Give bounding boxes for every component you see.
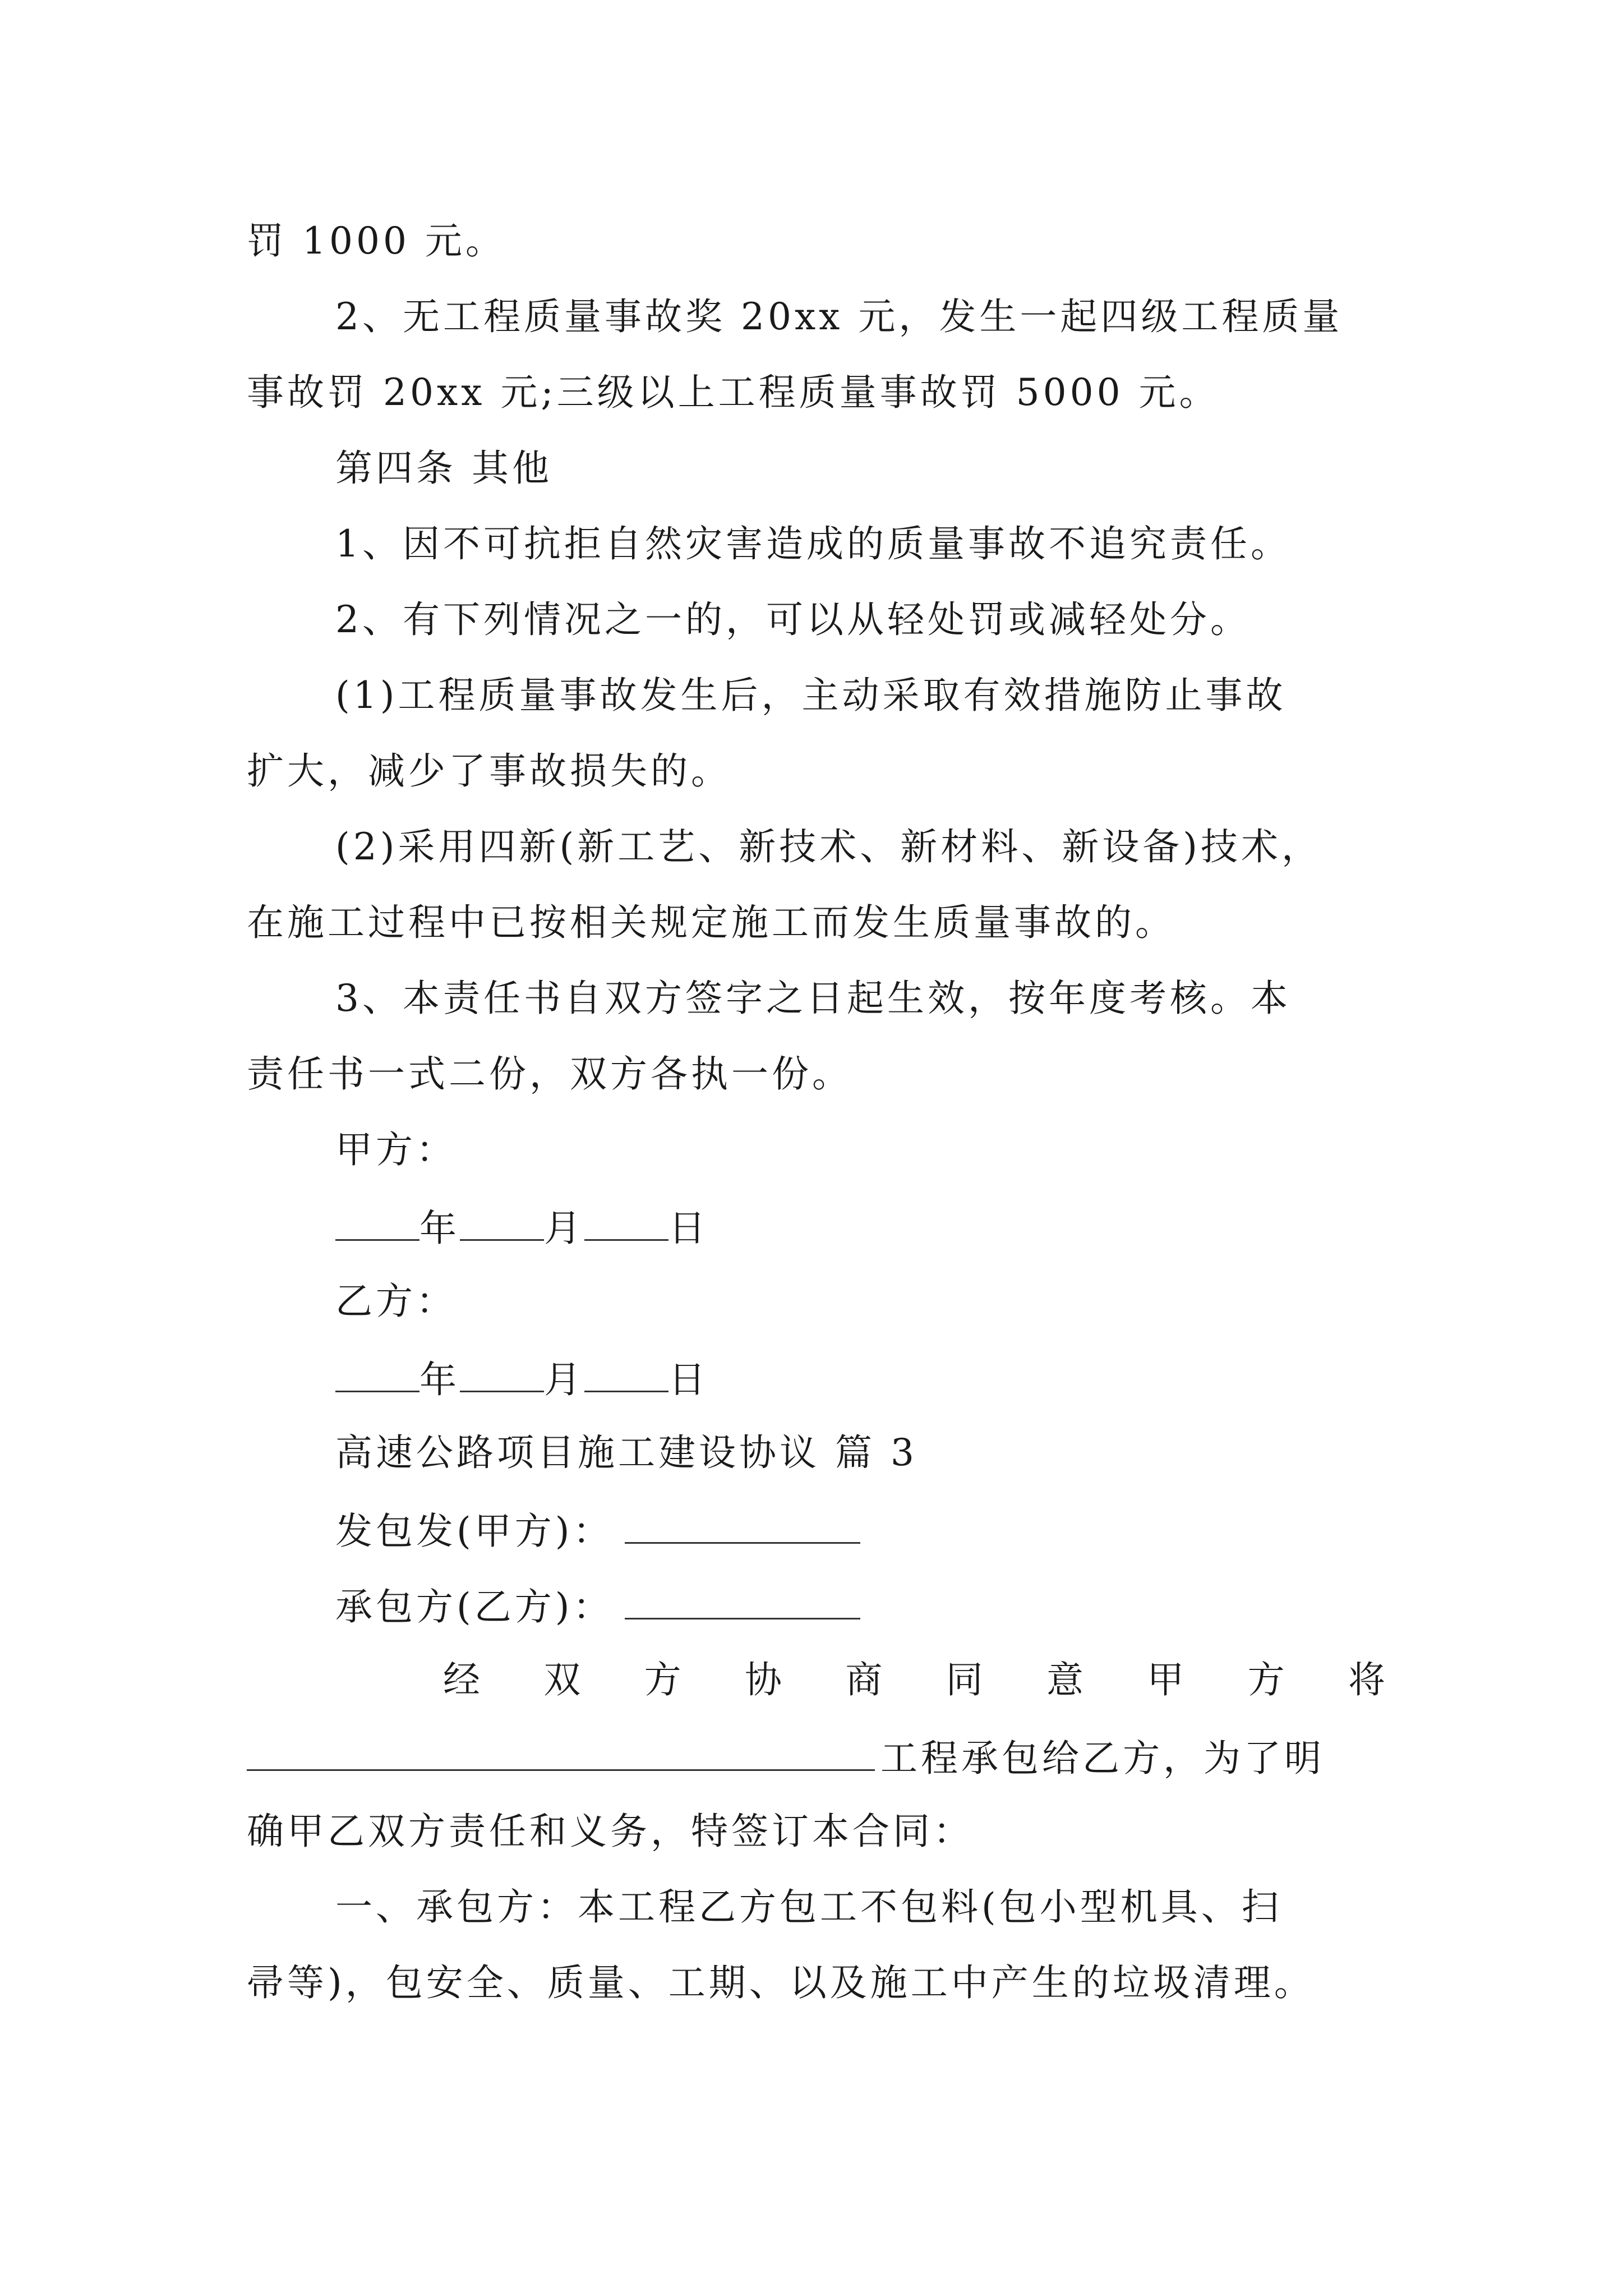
text-fragment: 工程承包给乙方，为了明 bbox=[880, 1737, 1325, 1780]
text-line: 责任书一式二份，双方各执一份。 bbox=[247, 1052, 852, 1096]
text-line: 一、承包方：本工程乙方包工不包料(包小型机具、扫 bbox=[335, 1885, 1282, 1929]
month-label: 月 bbox=[544, 1207, 584, 1250]
text-line: 帚等)，包安全、质量、工期、以及施工中产生的垃圾清理。 bbox=[247, 1961, 1315, 2004]
day-label: 日 bbox=[668, 1207, 709, 1250]
project-line bbox=[247, 1733, 1325, 1781]
date-line-party-a bbox=[335, 1203, 709, 1251]
text-line: 扩大，减少了事故损失的。 bbox=[247, 749, 731, 793]
month-blank bbox=[460, 1203, 544, 1241]
employer-blank bbox=[625, 1506, 860, 1544]
section-heading: 第四条 其他 bbox=[335, 447, 552, 490]
text-line: 在施工过程中已按相关规定施工而发生质量事故的。 bbox=[247, 901, 1175, 944]
month-label: 月 bbox=[544, 1358, 584, 1401]
contractor-line bbox=[335, 1582, 860, 1630]
text-line: 2、无工程质量事故奖 20xx 元，发生一起四级工程质量 bbox=[335, 295, 1343, 338]
char: 同 bbox=[946, 1658, 983, 1701]
char: 协 bbox=[744, 1658, 782, 1701]
text-line: 2、有下列情况之一的，可以从轻处罚或减轻处分。 bbox=[335, 598, 1251, 641]
day-blank bbox=[584, 1355, 668, 1392]
year-blank bbox=[335, 1355, 419, 1392]
text-line: 确甲乙双方责任和义务，特签订本合同： bbox=[247, 1810, 974, 1853]
contractor-blank bbox=[625, 1582, 860, 1619]
date-line-party-b bbox=[335, 1355, 709, 1402]
char: 甲 bbox=[1147, 1658, 1184, 1701]
year-label: 年 bbox=[419, 1207, 460, 1250]
text-line: 1、因不可抗拒自然灾害造成的质量事故不追究责任。 bbox=[335, 522, 1291, 565]
text-line: 3、本责任书自双方签字之日起生效，按年度考核。本 bbox=[335, 977, 1291, 1020]
char: 商 bbox=[845, 1658, 883, 1701]
employer-line bbox=[335, 1506, 860, 1554]
party-b-label: 乙方： bbox=[335, 1280, 457, 1323]
justified-text-line bbox=[443, 1658, 1385, 1703]
project-name-blank bbox=[247, 1733, 875, 1771]
text-line: (2)采用四新(新工艺、新技术、新材料、新设备)技术， bbox=[335, 825, 1322, 868]
char: 经 bbox=[443, 1658, 480, 1701]
char: 方 bbox=[644, 1658, 681, 1701]
char: 意 bbox=[1046, 1658, 1083, 1701]
employer-label: 发包发(甲方)： bbox=[335, 1510, 614, 1553]
text-line: 事故罚 20xx 元;三级以上工程质量事故罚 5000 元。 bbox=[247, 371, 1220, 414]
party-a-label: 甲方： bbox=[335, 1128, 457, 1171]
agreement-title: 高速公路项目施工建设协议 篇 3 bbox=[335, 1431, 917, 1474]
text-line: (1)工程质量事故发生后，主动采取有效措施防止事故 bbox=[335, 674, 1287, 717]
year-label: 年 bbox=[419, 1358, 460, 1401]
contractor-label: 承包方(乙方)： bbox=[335, 1585, 614, 1628]
char: 将 bbox=[1348, 1658, 1385, 1701]
char: 方 bbox=[1247, 1658, 1285, 1701]
month-blank bbox=[460, 1355, 544, 1392]
year-blank bbox=[335, 1203, 419, 1241]
day-label: 日 bbox=[668, 1358, 709, 1401]
text-line: 罚 1000 元。 bbox=[247, 219, 506, 263]
char: 双 bbox=[543, 1658, 581, 1701]
day-blank bbox=[584, 1203, 668, 1241]
